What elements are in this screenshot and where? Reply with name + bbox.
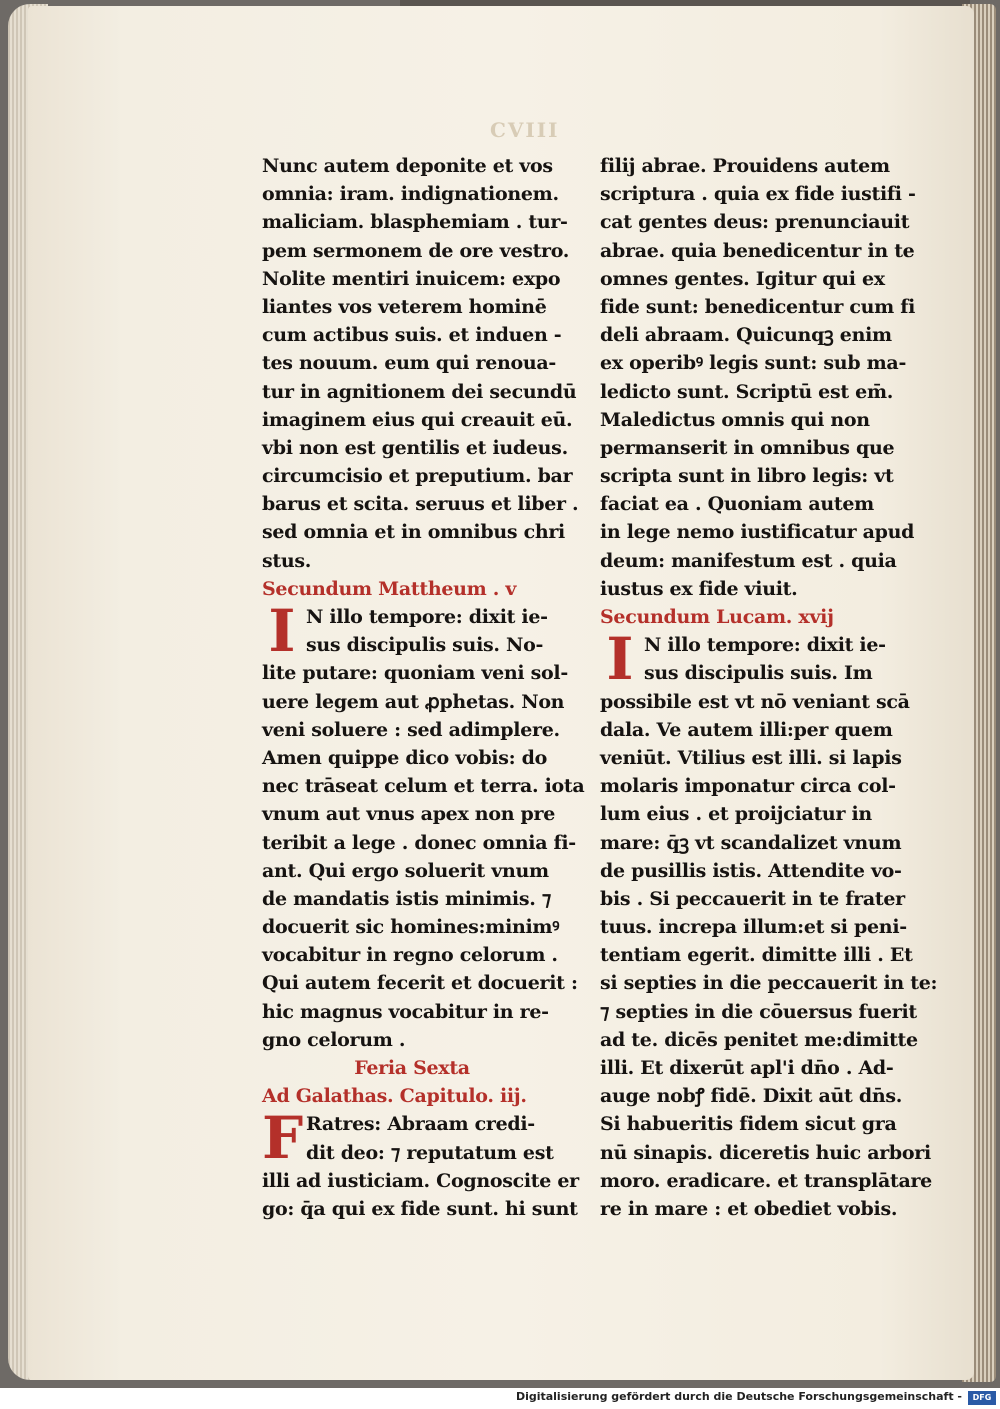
footer-credit: Digitalisierung gefördert durch die Deutsche Forschungsgemeinschaft -	[515, 1390, 962, 1403]
text-line: stus.	[262, 549, 312, 572]
rubric-heading-galathas: Ad Galathas. Capitulo. iij.	[262, 1085, 527, 1108]
text-line: omnia: iram. indignationem.	[262, 183, 559, 206]
text-line: tur in agnitionem dei secundū	[262, 380, 577, 403]
text-line: Ratres: Abraam credi-	[306, 1113, 535, 1136]
rubric-heading-mattheum: Secundum Mattheum . v	[262, 577, 517, 600]
text-line: Qui autem fecerit et docuerit :	[262, 972, 578, 995]
text-line: faciat ea . Quoniam autem	[600, 493, 874, 516]
text-line: vnum aut vnus apex non pre	[262, 803, 556, 826]
left-text-block-2	[262, 659, 585, 1054]
text-line: gno celorum .	[262, 1028, 406, 1051]
text-line: ⁊ septies in die cōuersus fuerit	[600, 1000, 917, 1023]
text-line: maliciam. blasphemiam . tur-	[262, 211, 568, 234]
text-line: circumcisio et preputium. bar	[262, 465, 573, 488]
text-line: Amen quippe dico vobis: do	[262, 746, 548, 769]
text-line: vbi non est gentilis et iudeus.	[262, 436, 568, 459]
text-line: ledicto sunt. Scriptū est em̄.	[600, 380, 894, 403]
text-line: bis . Si peccauerit in te frater	[600, 887, 905, 910]
left-text-block-3	[262, 1167, 579, 1223]
text-line: de pusillis istis. Attendite vo-	[600, 859, 902, 882]
text-line: vocabitur in regno celorum .	[262, 944, 558, 967]
text-line: tuus. increpa illum:et si peni-	[600, 916, 907, 939]
text-line: de mandatis istis minimis. ⁊	[262, 887, 551, 910]
text-line: dala. Ve autem illi:per quem	[600, 718, 893, 741]
text-line: N illo tempore: dixit ie-	[306, 606, 548, 628]
text-line: uere legem aut ꝓphetas. Non	[262, 690, 565, 713]
text-line: ex operibꝰ legis sunt: sub ma-	[600, 352, 907, 375]
text-line: fide sunt: benedicentur cum fi	[600, 295, 916, 318]
text-line: docuerit sic homines:minimꝰ	[262, 916, 560, 939]
decorated-initial: F	[262, 1104, 304, 1173]
text-line: deum: manifestum est . quia	[600, 549, 897, 572]
initial-block-galathas	[262, 1104, 562, 1173]
decorated-initial: I	[606, 625, 634, 694]
text-line: veni soluere : sed adimplere.	[262, 718, 560, 741]
text-line: sus discipulis suis. No-	[306, 634, 544, 657]
text-line: scriptura . quia ex fide iustifi -	[600, 183, 916, 206]
initial-block-lucam	[600, 625, 900, 694]
text-line: N illo tempore: dixit ie-	[644, 634, 886, 657]
text-line: si septies in die peccauerit in te:	[600, 972, 938, 995]
text-line: iustus ex fide viuit.	[600, 577, 798, 600]
text-line: permanserit in omnibus que	[600, 436, 895, 459]
text-line: hic magnus vocabitur in re-	[262, 1000, 549, 1023]
text-line: pem sermonem de ore vestro.	[262, 239, 570, 262]
text-line: lite putare: quoniam veni sol-	[262, 662, 568, 685]
left-text-block-1	[262, 152, 579, 575]
text-line: Nolite mentiri inuicem: expo	[262, 267, 561, 290]
text-line: liantes vos veterem hominē	[262, 295, 547, 318]
footer-bar	[0, 1388, 1000, 1409]
text-line: lum eius . et proijciatur in	[600, 803, 872, 826]
text-line: Si habueritis fidem sicut gra	[600, 1113, 897, 1136]
text-line: ad te. dicēs penitet me:dimitte	[600, 1028, 918, 1051]
text-line: moro. eradicare. et transplātare	[600, 1169, 932, 1192]
text-line: imaginem eius qui creauit eū.	[262, 408, 573, 431]
text-line: mare: q̄ꝫ vt scandalizet vnum	[600, 831, 902, 854]
text-line: barus et scita. seruus et liber .	[262, 493, 579, 516]
text-line: sus discipulis suis. Im	[644, 662, 873, 685]
text-line: scripta sunt in libro legis: vt	[600, 465, 894, 488]
text-line: filij abrae. Prouidens autem	[600, 155, 890, 177]
text-line: Nunc autem deponite et vos	[262, 155, 553, 177]
folio-number: CVIII	[490, 118, 560, 142]
text-line: nū sinapis. diceretis huic arbori	[600, 1141, 931, 1164]
text-line: molaris imponatur circa col-	[600, 775, 896, 798]
text-line: teribit a lege . donec omnia fi-	[262, 831, 576, 854]
left-column	[262, 152, 585, 1223]
text-line: Maledictus omnis qui non	[600, 408, 870, 431]
text-line: illi. Et dixerūt apl'i dn̄o . Ad-	[600, 1057, 894, 1079]
text-line: ant. Qui ergo soluerit vnum	[262, 859, 549, 882]
text-line: deli abraam. Quicunqꝫ enim	[600, 324, 892, 347]
text-line: abrae. quia benedicentur in te	[600, 239, 915, 262]
text-line: sed omnia et in omnibus chri	[262, 521, 565, 544]
text-line: possibile est vt nō veniant scā	[600, 690, 910, 713]
right-column	[600, 152, 938, 1223]
text-line: veniūt. Vtilius est illi. si lapis	[600, 746, 902, 769]
rubric-heading-lucam: Secundum Lucam. xvij	[600, 606, 834, 628]
text-line: omnes gentes. Igitur qui ex	[600, 267, 885, 290]
rubric-heading-feria: Feria Sexta	[354, 1057, 470, 1079]
text-line: in lege nemo iustificatur apud	[600, 521, 915, 544]
initial-lines	[262, 597, 562, 665]
text-line: dit deo: ⁊ reputatum est	[306, 1141, 554, 1164]
initial-lines	[262, 1104, 562, 1173]
text-line: auge nobꝭ fidē. Dixit aūt dn̄s.	[600, 1085, 903, 1108]
text-line: re in mare : et obediet vobis.	[600, 1197, 898, 1220]
text-line: tentiam egerit. dimitte illi . Et	[600, 944, 913, 967]
text-line: illi ad iusticiam. Cognoscite er	[262, 1169, 579, 1192]
decorated-initial: I	[268, 597, 296, 665]
right-text-block-1	[600, 152, 916, 603]
right-text-block-2	[600, 688, 938, 1224]
text-line: cum actibus suis. et induen -	[262, 324, 562, 347]
text-line: nec trāseat celum et terra. iota	[262, 775, 585, 798]
text-line: go: q̄a qui ex fide sunt. hi sunt	[262, 1197, 578, 1220]
initial-block-mattheum	[262, 597, 562, 665]
dfg-logo: DFG	[968, 1391, 996, 1405]
text-line: tes nouum. eum qui renoua-	[262, 352, 556, 375]
initial-lines	[600, 625, 900, 694]
text-line: cat gentes deus: prenunciauit	[600, 211, 910, 234]
